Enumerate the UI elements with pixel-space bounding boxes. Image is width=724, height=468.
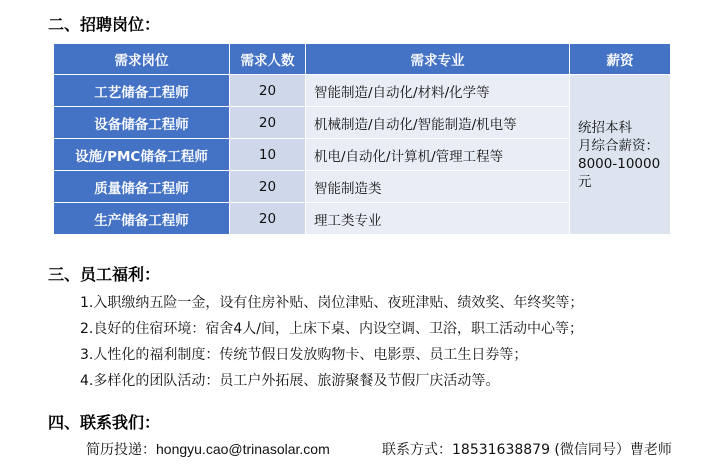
position-cell: 设备储备工程师 xyxy=(54,107,230,139)
resume-delivery xyxy=(86,439,330,459)
major-cell: 智能制造/自动化/材料/化学等 xyxy=(306,75,570,107)
resume-email[interactable]: hongyu.cao@trinasolar.com xyxy=(156,441,330,457)
position-cell: 工艺储备工程师 xyxy=(54,75,230,107)
recruit-section-title: 二、招聘岗位： xyxy=(48,15,161,34)
position-cell: 质量储备工程师 xyxy=(54,171,230,203)
phone-label: 联系方式： xyxy=(382,442,452,458)
phone-number[interactable]: 18531638879 (微信同号）曹老师 xyxy=(452,442,672,458)
header-position: 需求岗位 xyxy=(54,44,230,75)
table-row xyxy=(54,75,671,107)
count-cell: 20 xyxy=(230,107,306,139)
count-cell: 20 xyxy=(230,203,306,235)
header-major: 需求专业 xyxy=(306,44,570,75)
salary-line: 统招本科 xyxy=(578,119,632,136)
count-cell: 10 xyxy=(230,139,306,171)
welfare-item: 1.入职缴纳五险一金，设有住房补贴、岗位津贴、夜班津贴、绩效奖、年终奖等； xyxy=(80,295,584,311)
welfare-section-title: 三、员工福利： xyxy=(48,265,161,284)
major-cell: 机械制造/自动化/智能制造/机电等 xyxy=(306,107,570,139)
salary-line: 月综合薪资： xyxy=(578,137,659,154)
position-cell: 设施/PMC储备工程师 xyxy=(54,139,230,171)
header-salary: 薪资 xyxy=(570,44,671,75)
salary-cell xyxy=(570,75,671,235)
contact-info xyxy=(382,439,672,459)
welfare-item: 3.人性化的福利制度：传统节假日发放购物卡、电影票、员工生日券等； xyxy=(80,347,528,363)
salary-line: 8000-10000 xyxy=(578,155,661,172)
contact-section-title: 四、联系我们： xyxy=(48,413,161,432)
major-cell: 智能制造类 xyxy=(306,171,570,203)
table-header-row xyxy=(54,44,671,75)
count-cell: 20 xyxy=(230,75,306,107)
header-count: 需求人数 xyxy=(230,44,306,75)
welfare-item: 2.良好的住宿环境：宿舍4人/间，上床下桌、内设空调、卫浴，职工活动中心等； xyxy=(80,321,583,337)
major-cell: 机电/自动化/计算机/管理工程等 xyxy=(306,139,570,171)
position-cell: 生产储备工程师 xyxy=(54,203,230,235)
salary-line: 元 xyxy=(578,173,592,190)
resume-label: 简历投递： xyxy=(86,442,156,458)
major-cell: 理工类专业 xyxy=(306,203,570,235)
welfare-item: 4.多样化的团队活动：员工户外拓展、旅游聚餐及节假厂庆活动等。 xyxy=(80,373,500,389)
count-cell: 20 xyxy=(230,171,306,203)
recruitment-table xyxy=(53,43,671,235)
